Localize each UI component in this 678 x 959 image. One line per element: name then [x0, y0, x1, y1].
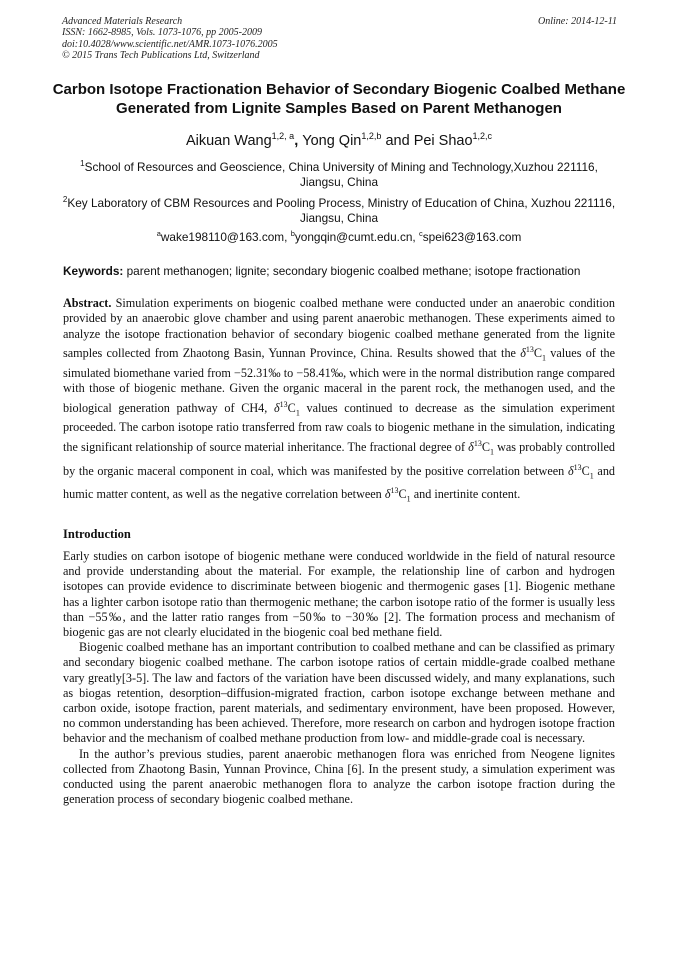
online-date: Online: 2014-12-11	[538, 16, 617, 27]
isotope-superscript: 13	[473, 438, 482, 448]
delta-symbol: δ	[468, 439, 474, 454]
author-name: Pei Shao	[413, 132, 473, 149]
email-marker: b	[290, 229, 295, 238]
abstract	[63, 296, 615, 507]
keywords-text: parent methanogen; lignite; secondary biogenic coalbed methane; isotope fractionation	[126, 264, 581, 278]
author-list: Aikuan Wang$^{1,2, a}$, Yong Qin$^{1,2,b}$ and Pei Shao$^{1,2,c}$	[185, 131, 493, 149]
paper-title: Carbon Isotope Fractionation Behavior of Secondary Biogenic Coalbed Methane Generated from Lignite Samples Based on Parent Methanogen	[52, 81, 626, 117]
isotope-superscript: 13	[390, 486, 399, 496]
affiliation-text: School of Resources and Geoscience, China University of Mining and Technology,Xuzhou 221116, Jiangsu, China	[84, 159, 598, 189]
journal-header	[62, 16, 617, 61]
author-name: Yong Qin	[302, 132, 362, 149]
author-emails	[60, 229, 618, 244]
affiliation-number: 2	[62, 195, 68, 204]
carbon-symbol: C	[581, 463, 590, 478]
affiliation-2	[60, 192, 618, 226]
abstract-text: and inertinite content.	[413, 487, 521, 502]
delta-symbol: δ	[520, 346, 526, 361]
copyright-line: © 2015 Trans Tech Publications Ltd, Switzerland	[62, 49, 260, 61]
email-marker: c	[418, 229, 423, 238]
email-link[interactable]: wake198110@163.com,	[160, 229, 288, 244]
email-link[interactable]: yongqin@cumt.edu.cn,	[294, 229, 416, 244]
isotope-superscript: 13	[279, 399, 288, 409]
paragraph: In the author’s previous studies, parent anaerobic methanogen flora was enriched from Neogene lignites collected from Zhaotong Basin, Yunnan Province, China [6]. In the present study, a simulation experiment was conducted using the parent anaerobic methanogen flora to analyze the carbon isotope fraction during the generation process of secondary biogenic coalbed methane.	[63, 746, 615, 807]
author-superscript: 1,2,c	[472, 131, 493, 141]
email-marker: a	[156, 229, 161, 238]
introduction-body	[63, 549, 615, 807]
abstract-text: was probably controlled by the organic maceral component in coal, which was manifested by the positive correlation between	[63, 439, 615, 478]
isotope-superscript: 13	[573, 462, 582, 472]
abstract-text: values of the simulated biomethane varied from −52.31‰ to −58.41‰, which were in the normal distribution range compared with those of biogenic methane. Given the organic maceral in the parent rock, the methanogen used, and the biological generation pathway of CH4,	[63, 346, 615, 415]
affiliation-1	[60, 156, 618, 190]
abstract-text: Simulation experiments on biogenic coalbed methane were conducted under an anaerobic condition provided by an anaerobic glove chamber and using parent anaerobic methanogen. These experiments aimed to analyze the isotope fractionation behavior of secondary biogenic coalbed methane generated from the lignite samples collected from Zhaotong Basin, Yunnan Province, China. Results showed that the	[63, 296, 615, 361]
paragraph: Early studies on carbon isotope of biogenic methane were conduced worldwide in the field of natural resource and provide understanding about the material. For example, the relationship line of carbon and hydrogen isotopes can provide evidence to discriminate between biogenic and thermogenic gases [1]. Biogenic methane has a lighter carbon isotope ratio than thermogenic methane; the carbon isotope ratio of the former is usually less than −55‰, and the latter ratio ranges from −50‰ to −30‰ [2]. The formation process and mechanism of biogenic gas are not clearly elucidated in the biogenic coal bed methane field.	[63, 549, 615, 640]
affiliation-text: Key Laboratory of CBM Resources and Pooling Process, Ministry of Education of China, Xuzhou 221116, Jiangsu, China	[67, 195, 616, 225]
journal-name: Advanced Materials Research	[62, 16, 183, 27]
author-conjunction: and	[385, 132, 410, 149]
carbon-symbol: C	[398, 487, 407, 502]
delta-symbol: δ	[274, 400, 280, 415]
isotope-subscript: 1	[406, 494, 411, 504]
delta-symbol: δ	[384, 487, 391, 502]
email-link[interactable]: spei623@163.com	[422, 229, 522, 244]
issn-line: ISSN: 1662-8985, Vols. 1073-1076, pp 2005-2009	[62, 27, 262, 39]
paragraph: Biogenic coalbed methane has an important contribution to coalbed methane and can be classified as primary and secondary biogenic coalbed methane. The carbon isotope ratios of certain middle-grade coalbed methane vary greatly[3-5]. The law and factors of the variation have been discussed widely, and many explanations, such as biogas retention, desorption–diffusion-migrated fraction, carbon isotope exchange between methane and carbon oxide, isotope fraction, parent materials, and sedimentary environment, have been proposed. However, no common understanding has been achieved. Therefore, more research on carbon and hydrogen isotope fraction behavior and the mechanism of coalbed methane production from low- and middle-grade coal is necessary.	[63, 640, 615, 746]
affiliation-number: 1	[80, 159, 85, 168]
abstract-text: and humic matter content, as well as the negative correlation between	[63, 463, 616, 502]
isotope-subscript: 1	[589, 471, 594, 481]
keywords-label: Keywords:	[63, 264, 124, 278]
delta-symbol: δ	[567, 463, 574, 478]
isotope-subscript: 1	[295, 408, 300, 418]
abstract-label: Abstract.	[63, 296, 112, 310]
keywords	[63, 264, 618, 278]
section-heading-introduction: Introduction	[63, 527, 131, 541]
carbon-symbol: C	[533, 346, 543, 361]
isotope-subscript: 1	[542, 353, 547, 363]
isotope-subscript: 1	[489, 447, 494, 457]
doi-line[interactable]: doi:10.4028/www.scientific.net/AMR.1073-1076.2005	[62, 38, 278, 50]
author-superscript: 1,2, a	[271, 131, 295, 141]
author-name: Aikuan Wang	[185, 132, 272, 149]
carbon-symbol: C	[287, 400, 296, 415]
carbon-symbol: C	[481, 439, 490, 454]
isotope-superscript: 13	[525, 345, 534, 355]
abstract-text: values continued to decrease as the simulation experiment proceeded. The carbon isotope ratio transferred from raw coals to biogenic methane in the simulation, indicating the significant relationship of source material inheritance. The fractional degree of	[63, 400, 616, 454]
author-superscript: 1,2,b	[361, 131, 382, 141]
